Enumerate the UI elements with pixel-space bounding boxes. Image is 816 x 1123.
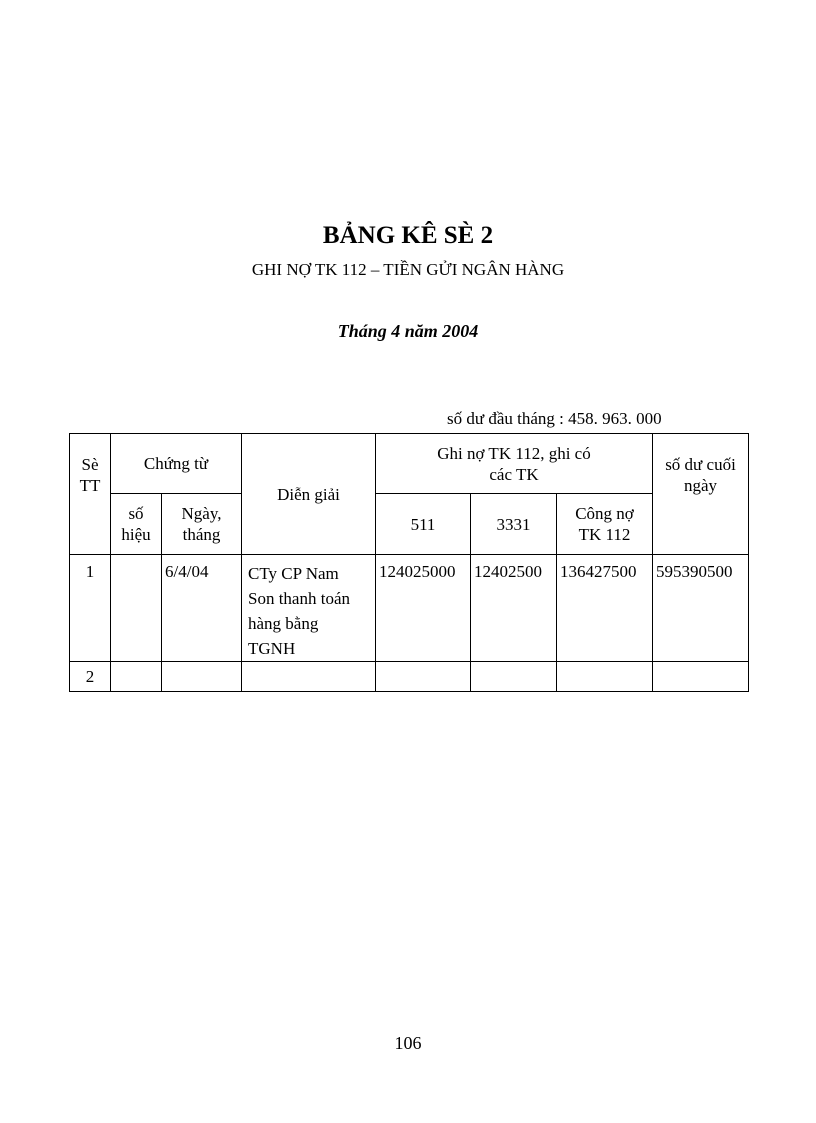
row-so-hieu [111, 555, 162, 662]
header-chung-tu: Chứng từ [111, 434, 242, 494]
header-cong-no: Công nợ TK 112 [557, 494, 653, 555]
header-tk-511: 511 [376, 494, 471, 555]
row-cong-no: 136427500 [557, 555, 653, 662]
header-so-hieu: số hiệu [111, 494, 162, 555]
ledger-table [69, 433, 749, 692]
header-ghi-no: Ghi nợ TK 112, ghi có các TK [376, 434, 653, 494]
row-tk-3331 [471, 662, 557, 692]
page-number: 106 [394, 1033, 422, 1053]
row-so-du-cuoi: 595390500 [653, 555, 749, 662]
row-cong-no [557, 662, 653, 692]
row-tk-511: 124025000 [376, 555, 471, 662]
header-tk-3331: 3331 [471, 494, 557, 555]
opening-balance: số dư đầu tháng : 458. 963. 000 [447, 409, 662, 428]
header-ngay-thang: Ngày, tháng [162, 494, 242, 555]
table-row [70, 555, 749, 662]
row-tk-511 [376, 662, 471, 692]
table-row [70, 662, 749, 692]
row-so-hieu [111, 662, 162, 692]
row-ngay [162, 662, 242, 692]
header-dien-giai: Diễn giải [242, 434, 376, 555]
row-so-du-cuoi [653, 662, 749, 692]
document-title: BẢNG KÊ SÈ 2 [322, 222, 494, 249]
header-so-du-cuoi: số dư cuối ngày [653, 434, 749, 555]
row-dien-giai [242, 662, 376, 692]
document-subtitle: GHI NỢ TK 112 – TIỀN GỬI NGÂN HÀNG [251, 260, 565, 279]
row-ngay: 6/4/04 [162, 555, 242, 662]
period-label: Tháng 4 năm 2004 [337, 321, 479, 341]
row-tk-3331: 12402500 [471, 555, 557, 662]
row-dien-giai: CTy CP Nam Son thanh toán hàng bằng TGNH [242, 555, 376, 662]
row-stt: 2 [70, 662, 111, 692]
header-stt: Sè TT [70, 434, 111, 555]
row-stt: 1 [70, 555, 111, 662]
